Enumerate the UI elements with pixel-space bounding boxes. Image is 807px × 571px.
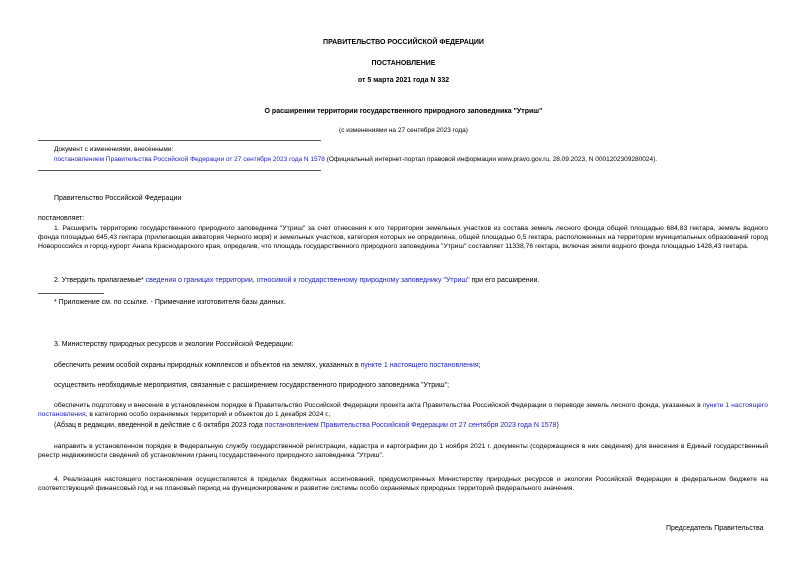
paragraph-4: 4. Реализация настоящего постановления осуществляется в пределах бюджетных ассигнований, предусмотренных Министерству природных ресурсов и экологии Российской Федерации в федеральном бюджете на соответствующий финансовый год и на плановый период на функционирование и развитие системы особо охраняемых природных территорий федерального значения. (38, 476, 768, 492)
paragraph-3c-text: обеспечить подготовку и внесение в установленном порядке в Правительство Российской Федерации проекта акта Правительства Российской Федерации о переводе земель лесного фонда, указанных в (54, 402, 703, 409)
edition-remark (54, 421, 559, 430)
document-type: ПОСТАНОВЛЕНИЕ (371, 60, 436, 67)
changes-label: Документ с изменениями, внесенными: (54, 146, 174, 153)
paragraph-3a (54, 361, 481, 370)
resolves-word: постановляет: (38, 215, 85, 222)
paragraph-3b: осуществить необходимые мероприятия, связанные с расширением государственного природного заповедника "Утриш"; (54, 382, 450, 389)
paragraph-3c-tail: , в категорию особо охраняемых территорий и объектов до 1 декабря 2024 г.; (85, 411, 331, 418)
changes-line (54, 155, 657, 164)
paragraph-3a-tail: ; (478, 362, 481, 369)
footnote: * Приложение см. по ссылке. - Примечание изготовителя базы данных. (54, 299, 286, 306)
point-1-link[interactable]: пункте 1 настоящего постановления (360, 362, 479, 369)
document-date-number: от 5 марта 2021 года N 332 (357, 77, 450, 84)
paragraph-1: 1. Расширить территорию государственного природного заповедника "Утриш" за счет отнесения к его территории земельных участков из состава земель лесного фонда общей площадью 684,83 гектара, земель водного фонда площадью 645,43 гектара (прилегающая акватория Черного моря) и земельных участков, категория которых не определена, общей площадью 0,5 гектара, расположенных на территории муниципальных образований город Новороссийск и город-курорт Анапа Краснодарского края, определив, что площадь государственного природного заповедника "Утриш" составляет 11338,76 гектара, включая земли водного фонда площадью 1428,43 гектара. (38, 225, 768, 250)
paragraph-3: 3. Министерству природных ресурсов и экологии Российской Федерации: (54, 341, 294, 348)
government-heading: ПРАВИТЕЛЬСТВО РОССИЙСКОЙ ФЕДЕРАЦИИ (323, 39, 484, 46)
government-subject: Правительство Российской Федерации (54, 195, 182, 202)
point-1-link-2[interactable]: пункте 1 настоящего постановления (38, 402, 768, 418)
edition-remark-tail: ) (556, 422, 559, 429)
signature: Председатель Правительства (666, 525, 764, 532)
footnote-divider (38, 293, 104, 294)
bottom-divider (38, 170, 321, 171)
paragraph-3c (38, 401, 768, 419)
edition-note: (с изменениями на 27 сентября 2023 года) (339, 127, 468, 134)
changes-source: (Официальный интернет-портал правовой информации www.pravo.gov.ru, 28.09.2023, N 0001202309280024). (324, 156, 658, 163)
edition-remark-text: (Абзац в редакции, введенной в действие с 6 октября 2023 года (54, 422, 265, 429)
top-divider (38, 140, 321, 141)
paragraph-3a-text: обеспечить режим особой охраны природных комплексов и объектов на землях, указанных в (54, 362, 361, 369)
paragraph-2 (54, 276, 539, 285)
paragraph-2-text: 2. Утвердить прилагаемые* (54, 277, 146, 284)
paragraph-2-tail: при его расширении. (469, 277, 540, 284)
edition-remark-link[interactable]: постановлением Правительства Российской Федерации от 27 сентября 2023 года N 1578 (264, 422, 557, 429)
boundaries-link[interactable]: сведения о границах территории, относимой к государственному природному заповеднику "Утриш" (145, 277, 470, 284)
amendment-link[interactable]: постановлением Правительства Российской Федерации от 27 сентября 2023 года N 1578 (54, 156, 325, 163)
paragraph-3d: направить в установленном порядке в Федеральную службу государственной регистрации, кадастра и картографии до 1 ноября 2021 г. документы (содержащиеся в них сведения) для внесения в Единый государственный реестр недвижимости сведений об установлении границ государственного природного заповедника "Утриш". (38, 443, 768, 459)
document-title: О расширении территории государственного природного заповедника "Утриш" (264, 108, 543, 115)
